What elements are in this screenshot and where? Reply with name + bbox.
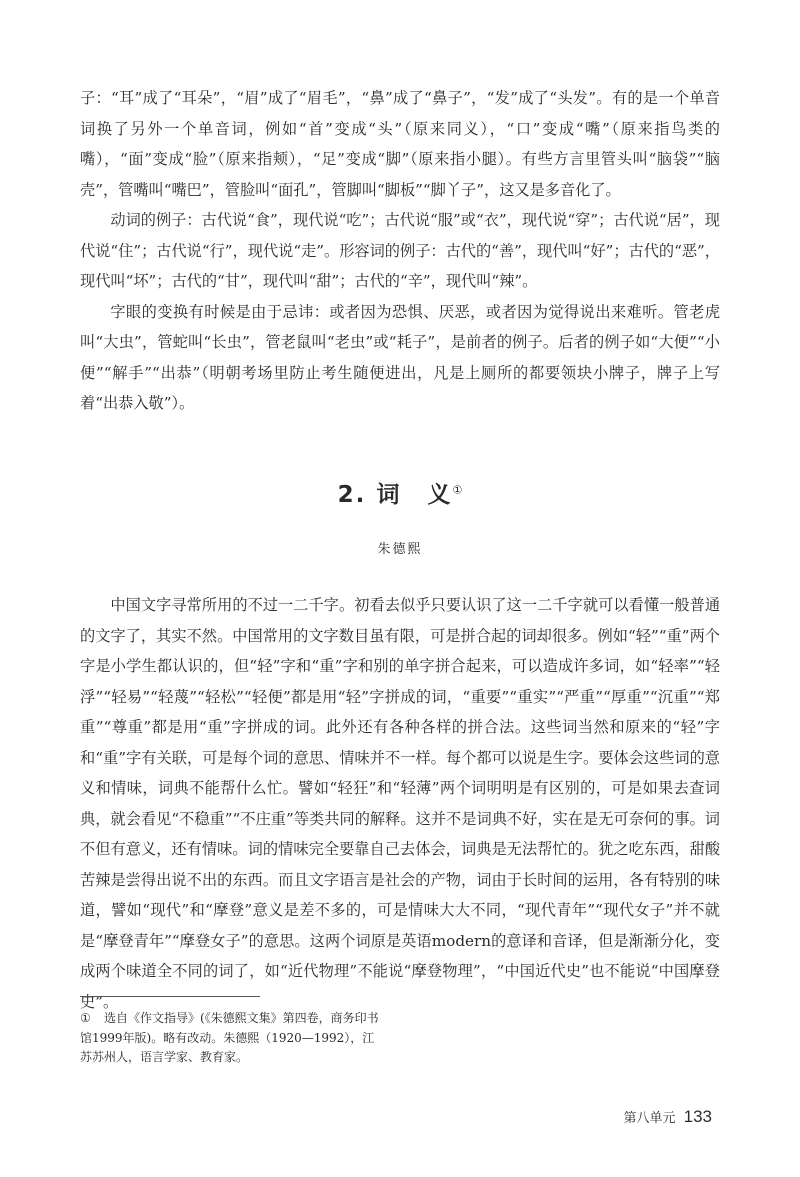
author-name: 朱德熙 — [377, 542, 423, 557]
page-footer — [623, 1107, 712, 1127]
paragraph-nouns: 子：“耳”成了“耳朵”，“眉”成了“眉毛”，“鼻”成了“鼻子”，“发”成了“头发”。有的是一个单音词换了另外一个单音词，例如“首”变成“头”（原来同义），“口”变成“嘴”（原来指鸟类的嘴），“面”变成“脸”（原来指颊），“足”变成“脚”（原来指小腿）。有些方言里管头叫“脑袋”“脑壳”，管嘴叫“嘴巴”，管脸叫“面孔”，管脚叫“脚板”“脚丫子”，这又是多音化了。 — [80, 89, 720, 199]
article-title-char-2: 义 — [427, 482, 453, 508]
article-number: 2. — [337, 482, 367, 508]
article-body — [80, 590, 720, 1017]
page-number: 133 — [683, 1107, 712, 1126]
article-title-char-1: 词 — [376, 482, 402, 508]
continued-text-section — [80, 83, 720, 419]
footnote-marker: ① — [80, 1011, 91, 1025]
footnote-text: 选自《作文指导》(《朱德熙文集》第四卷，商务印书馆1999年版)。略有改动。朱德熙（1920—1992），江苏苏州人，语言学家、教育家。 — [80, 1011, 379, 1064]
footnote-divider — [80, 996, 260, 997]
unit-label: 第八单元 — [623, 1111, 676, 1126]
footnote — [80, 1009, 380, 1068]
article-title — [0, 476, 800, 509]
paragraph-taboo-words: 字眼的变换有时候是由于忌讳：或者因为恐惧、厌恶，或者因为觉得说出来难听。管老虎叫“大虫”，管蛇叫“长虫”，管老鼠叫“老虫”或“耗子”，是前者的例子。后者的例子如“大便”“小便”“解手”“出恭”（明朝考场里防止考生随便进出，凡是上厕所的都要领块小牌子，牌子上写着“出恭入敬”）。 — [80, 302, 720, 412]
article-paragraph: 中国文字寻常所用的不过一二千字。初看去似乎只要认识了这一二千字就可以看懂一般普通的文字了，其实不然。中国常用的文字数目虽有限，可是拼合起的词却很多。例如“轻”“重”两个字是小学生都认识的，但“轻”字和“重”字和别的单字拼合起来，可以造成许多词，如“轻率”“轻浮”“轻易”“轻蔑”“轻松”“轻便”都是用“轻”字拼成的词，“重要”“重实”“严重”“厚重”“沉重”“郑重”“尊重”都是用“重”字拼成的词。此外还有各种各样的拼合法。这些词当然和原来的“轻”字和“重”字有关联，可是每个词的意思、情味并不一样。每个都可以说是生字。要体会这些词的意义和情味，词典不能帮什么忙。譬如“轻狂”和“轻薄”两个词明明是有区别的，可是如果去查词典，就会看见“不稳重”“不庄重”等类共同的解释。这并不是词典不好，实在是无可奈何的事。词不但有意义，还有情味。词的情味完全要靠自己去体会，词典是无法帮忙的。犹之吃东西，甜酸苦辣是尝得出说不出的东西。而且文字语言是社会的产物，词由于长时间的运用，各有特别的味道，譬如“现代”和“摩登”意义是差不多的，可是情味大大不同，“现代青年”“现代女子”并不就是“摩登青年”“摩登女子”的意思。这两个词原是英语modern的意译和音译，但是渐渐分化，变成两个味道全不同的词了，如“近代物理”不能说“摩登物理”，“中国近代史”也不能说“中国摩登史”。 — [80, 596, 720, 1011]
paragraph-verbs-adjectives: 动词的例子：古代说“食”，现代说“吃”；古代说“服”或“衣”，现代说“穿”；古代说“居”，现代说“住”；古代说“行”，现代说“走”。形容词的例子：古代的“善”，现代叫“好”；古代的“恶”，现代叫“坏”；古代的“甘”，现代叫“甜”；古代的“辛”，现代叫“辣”。 — [80, 211, 720, 290]
title-footnote-marker[interactable]: ① — [452, 483, 463, 497]
